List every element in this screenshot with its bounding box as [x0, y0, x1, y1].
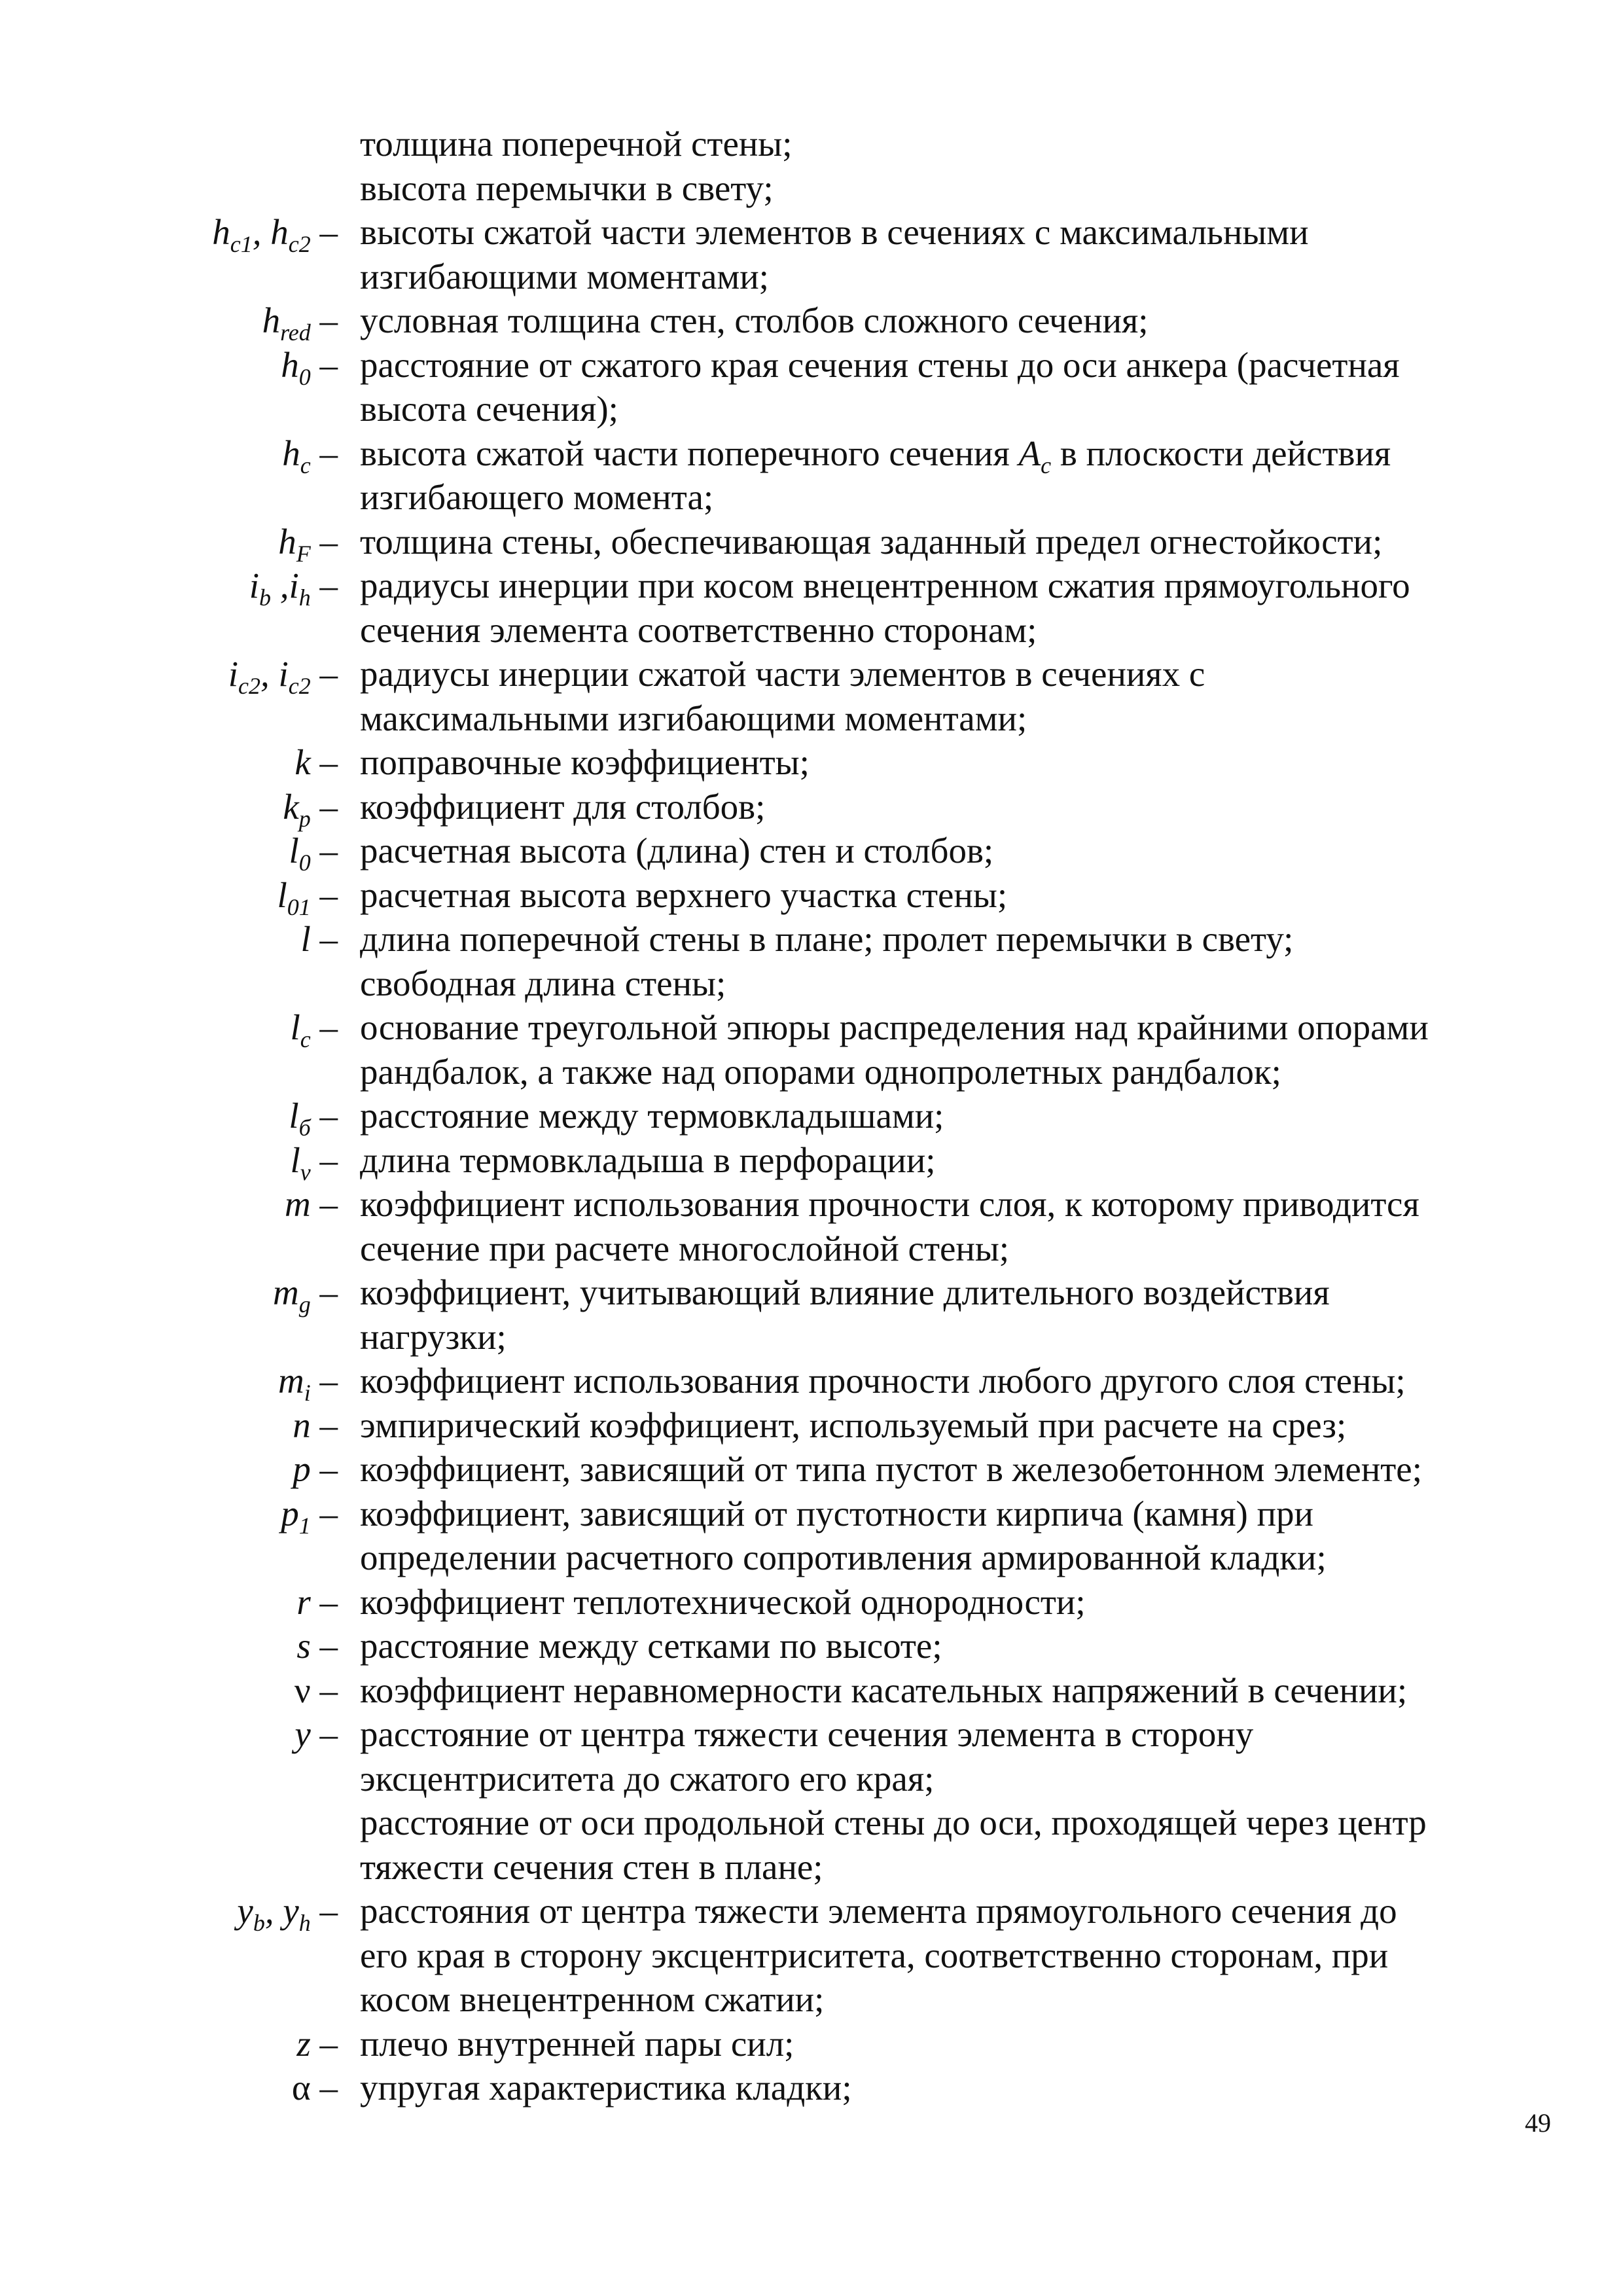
symbol-base: i: [228, 654, 238, 694]
definition-line: эмпирический коэффициент, используемый при расчете на срез;: [360, 1405, 1347, 1445]
notation-definition: [360, 298, 1538, 343]
definition-line: тяжести сечения стен в плане;: [360, 1846, 823, 1887]
symbol-dash: –: [310, 786, 338, 827]
symbol-dash: –: [310, 433, 338, 473]
notation-entry: [0, 166, 1623, 211]
notation-definition: [360, 917, 1538, 1005]
notation-symbol: [0, 1668, 338, 1713]
notation-symbol: [0, 785, 338, 832]
symbol-dash: –: [310, 1184, 338, 1224]
inline-symbol: A: [1018, 433, 1041, 473]
symbol-dash: –: [310, 654, 338, 694]
symbol-dash: –: [310, 831, 338, 870]
symbol-dash: –: [310, 1714, 338, 1754]
symbol-subscript: 0: [298, 850, 311, 876]
symbol-base: h: [282, 433, 300, 473]
definition-line: изгибающего момента;: [360, 477, 714, 517]
notation-definition: [360, 1492, 1538, 1580]
notation-entry: [0, 2066, 1623, 2110]
definition-line: расчетная высота верхнего участка стены;: [360, 874, 1008, 915]
definition-line: нагрузки;: [360, 1316, 507, 1357]
symbol-base: n: [293, 1405, 311, 1445]
definition-line: коэффициент использования прочности любого другого слоя стены;: [360, 1361, 1406, 1401]
notation-definition: [360, 564, 1538, 652]
notation-entry: [0, 1889, 1623, 2022]
definition-line: поправочные коэффициенты;: [360, 742, 810, 782]
definition-line: высоты сжатой части элементов в сечениях с максимальными: [360, 212, 1309, 252]
notation-symbol: [0, 1492, 338, 1539]
notation-symbol: [0, 1005, 338, 1050]
symbol-base: h: [281, 344, 299, 385]
definition-line: изгибающими моментами;: [360, 256, 769, 296]
inline-subscript: c: [1041, 452, 1052, 478]
definition-line: сечение при расчете многослойной стены;: [360, 1228, 1010, 1268]
notation-entry: [0, 652, 1623, 740]
definition-line: коэффициент для столбов;: [360, 786, 766, 827]
notation-definition: [360, 210, 1538, 298]
notation-symbol: [0, 1359, 338, 1406]
symbol-subscript: b: [253, 1910, 265, 1936]
symbol-dash: –: [310, 1096, 338, 1136]
notation-symbol: [0, 1447, 338, 1492]
symbol-base: k: [283, 786, 299, 827]
notation-symbol: [0, 829, 338, 876]
symbol-dash: –: [310, 1405, 338, 1445]
definition-line: высота сечения);: [360, 389, 618, 429]
symbol-dash: –: [310, 1007, 338, 1047]
definition-line: коэффициент использования прочности слоя, к которому приводится: [360, 1184, 1419, 1224]
definition-line: толщина поперечной стены;: [360, 124, 793, 164]
symbol-dash: –: [310, 344, 338, 385]
symbol-dash: –: [310, 1891, 338, 1931]
notation-definition: [360, 1668, 1538, 1713]
notation-definition: [360, 343, 1538, 431]
notation-definition: [360, 1270, 1538, 1359]
notation-definition: [360, 431, 1538, 520]
notation-symbol: [0, 1138, 338, 1183]
symbol-subscript: b: [259, 584, 271, 611]
notation-entry: [0, 2022, 1623, 2066]
definition-line: расстояние от оси продольной стены до оси, проходящей через центр: [360, 1803, 1427, 1842]
notation-entry: [0, 1712, 1623, 1801]
notation-entry: [0, 917, 1623, 1005]
notation-entry: [0, 1492, 1623, 1580]
symbol-base: α: [291, 2068, 311, 2108]
notation-definition: [360, 2022, 1538, 2066]
page-number: 49: [1525, 2108, 1551, 2138]
definition-line: свободная длина стены;: [360, 963, 726, 1003]
notation-definition: [360, 1182, 1538, 1270]
symbol-dash: –: [310, 919, 338, 959]
symbol-base: ,: [264, 1891, 283, 1931]
symbol-subscript: c: [300, 1026, 311, 1052]
definition-line: расстояния от центра тяжести элемента прямоугольного сечения до: [360, 1891, 1397, 1931]
notation-definition: [360, 1712, 1538, 1801]
symbol-dash: –: [310, 1139, 338, 1180]
symbol-dash: –: [310, 300, 338, 340]
definition-line: определении расчетного сопротивления армированной кладки;: [360, 1537, 1327, 1577]
symbol-base: h: [278, 521, 296, 562]
definition-line: условная толщина стен, столбов сложного сечения;: [360, 300, 1149, 340]
symbol-dash: –: [310, 874, 338, 915]
symbol-base: h: [212, 212, 230, 252]
symbol-subscript: c2: [288, 231, 311, 257]
notation-definition: [360, 166, 1538, 211]
notation-definition: [360, 873, 1538, 918]
notation-symbol: [0, 1624, 338, 1668]
definition-line: расстояние от центра тяжести сечения элемента в сторону: [360, 1714, 1254, 1754]
symbol-dash: –: [310, 212, 338, 252]
notation-definition: [360, 1138, 1538, 1183]
notation-definition: [360, 652, 1538, 740]
symbol-subscript: 1: [298, 1512, 311, 1539]
definition-line: коэффициент, учитывающий влияние длительного воздействия: [360, 1272, 1330, 1312]
notation-symbol: [0, 1403, 338, 1448]
notation-entry: [0, 873, 1623, 918]
symbol-base: l: [289, 831, 299, 870]
definition-line: радиусы инерции сжатой части элементов в сечениях с: [360, 654, 1205, 694]
symbol-subscript: F: [296, 540, 311, 567]
symbol-dash: –: [310, 1361, 338, 1401]
notation-symbol: [0, 917, 338, 961]
notation-symbol: [0, 1270, 338, 1318]
notation-entry: [0, 1447, 1623, 1492]
notation-symbol: [0, 740, 338, 785]
notation-entry: [0, 1668, 1623, 1713]
notation-entry: [0, 1138, 1623, 1183]
symbol-subscript: i: [304, 1380, 311, 1406]
definition-line: расстояние между сетками по высоте;: [360, 1626, 942, 1666]
symbol-base: i: [249, 565, 259, 605]
notation-symbol: [0, 2066, 338, 2110]
definition-line: расстояние между термовкладышами;: [360, 1096, 944, 1136]
symbol-base: s: [296, 1626, 311, 1666]
definition-line: его края в сторону эксцентриситета, соответственно сторонам, при: [360, 1935, 1389, 1975]
symbol-subscript: v: [300, 1158, 311, 1185]
symbol-subscript: c1: [230, 231, 253, 257]
symbol-dash: –: [310, 742, 338, 782]
notation-symbol: [0, 431, 338, 476]
definition-line: коэффициент неравномерности касательных напряжений в сечении;: [360, 1670, 1408, 1710]
notation-symbol: [0, 873, 338, 918]
notation-entry: [0, 1580, 1623, 1624]
symbol-base: m: [278, 1361, 304, 1401]
notation-entry: [0, 1624, 1623, 1668]
definition-line: длина термовкладыша в перфорации;: [360, 1139, 936, 1180]
notation-symbol: [0, 564, 338, 611]
notation-symbol: [0, 1889, 338, 1936]
definition-line: эксцентриситета до сжатого его края;: [360, 1758, 935, 1799]
notation-entry: [0, 740, 1623, 785]
notation-definition: [360, 1403, 1538, 1448]
definition-line: коэффициент теплотехнической однородности;: [360, 1581, 1086, 1622]
symbol-subscript: 01: [287, 893, 311, 920]
notation-entry: [0, 520, 1623, 567]
notation-entry: [0, 785, 1623, 832]
notation-symbol: [0, 343, 338, 390]
notation-symbol: [0, 1182, 338, 1227]
definition-line: упругая характеристика кладки;: [360, 2068, 852, 2108]
symbol-subscript: 0: [298, 363, 311, 390]
symbol-base: ν: [294, 1670, 311, 1710]
notation-entry: [0, 431, 1623, 520]
symbol-base: l: [277, 874, 287, 915]
notation-definition: [360, 122, 1538, 166]
symbol-base: k: [294, 742, 311, 782]
notation-definition: [360, 520, 1538, 564]
notation-definition: [360, 740, 1538, 785]
symbol-base: p: [281, 1493, 299, 1534]
symbol-subscript: б: [298, 1115, 311, 1141]
symbol-base: h: [270, 212, 289, 252]
definition-line: высота сжатой части поперечного сечения $A_c$ в плоскости действия: [360, 433, 1391, 478]
symbol-base: i: [278, 654, 289, 694]
notation-entry: [0, 1403, 1623, 1448]
notation-symbol: [0, 298, 338, 346]
definition-line: расчетная высота (длина) стен и столбов;: [360, 831, 994, 870]
symbol-base: h: [262, 300, 281, 340]
notation-entry: [0, 210, 1623, 298]
symbol-base: y: [283, 1891, 299, 1931]
symbol-base: y: [237, 1891, 253, 1931]
symbol-base: y: [294, 1714, 311, 1754]
symbol-dash: –: [310, 1670, 338, 1710]
notation-entry: [0, 343, 1623, 431]
symbol-base: ,: [260, 654, 279, 694]
notation-definition: [360, 1359, 1538, 1403]
notation-list: [0, 122, 1623, 2110]
symbol-subscript: g: [298, 1291, 311, 1318]
notation-definition: [360, 1889, 1538, 2022]
symbol-base: z: [296, 2023, 311, 2064]
notation-definition: [360, 2066, 1538, 2110]
symbol-dash: –: [310, 1626, 338, 1666]
definition-line: толщина стены, обеспечивающая заданный предел огнестойкости;: [360, 521, 1383, 562]
symbol-dash: –: [310, 521, 338, 562]
symbol-dash: –: [310, 2023, 338, 2064]
definition-line: расстояние от сжатого края сечения стены до оси анкера (расчетная: [360, 344, 1400, 385]
symbol-dash: –: [310, 1493, 338, 1534]
definition-line: коэффициент, зависящий от типа пустот в железобетонном элементе;: [360, 1449, 1422, 1489]
symbol-subscript: c2: [238, 673, 260, 699]
definition-line: рандбалок, а также над опорами однопролетных рандбалок;: [360, 1051, 1281, 1092]
symbol-base: l: [290, 1139, 300, 1180]
notation-definition: [360, 829, 1538, 873]
notation-definition: [360, 785, 1538, 829]
symbol-subscript: red: [280, 319, 311, 346]
symbol-base: ,: [252, 212, 271, 252]
definition-line: основание треугольной эпюры распределения над крайними опорами: [360, 1007, 1429, 1047]
symbol-base: l: [289, 1096, 299, 1136]
definition-line: коэффициент, зависящий от пустотности кирпича (камня) при: [360, 1493, 1313, 1534]
symbol-dash: –: [310, 1581, 338, 1622]
definition-line: плечо внутренней пары сил;: [360, 2023, 794, 2064]
symbol-subscript: c2: [288, 673, 311, 699]
notation-symbol: [0, 520, 338, 567]
symbol-base: p: [293, 1449, 311, 1489]
symbol-subscript: h: [298, 1910, 311, 1936]
notation-definition: [360, 1005, 1538, 1094]
notation-entry: [0, 298, 1623, 346]
notation-symbol: [0, 210, 338, 255]
symbol-base: m: [285, 1184, 311, 1224]
symbol-base: i: [289, 565, 299, 605]
symbol-base: l: [300, 919, 311, 959]
symbol-dash: –: [310, 1449, 338, 1489]
notation-entry: [0, 829, 1623, 876]
notation-symbol: [0, 1712, 338, 1757]
definition-line: максимальными изгибающими моментами;: [360, 698, 1027, 738]
definition-line: сечения элемента соответственно сторонам;: [360, 609, 1037, 650]
symbol-subscript: p: [298, 805, 311, 832]
symbol-base: m: [273, 1272, 299, 1312]
notation-entry: [0, 1182, 1623, 1270]
symbol-base: ,: [270, 565, 289, 605]
definition-line: длина поперечной стены в плане; пролет перемычки в свету;: [360, 919, 1294, 959]
notation-entry: [0, 1359, 1623, 1406]
symbol-subscript: c: [300, 452, 311, 478]
notation-definition: [360, 1580, 1538, 1624]
symbol-dash: –: [310, 2068, 338, 2108]
notation-entry: [0, 1801, 1623, 1889]
definition-line: радиусы инерции при косом внецентренном сжатия прямоугольного: [360, 565, 1410, 605]
notation-entry: [0, 564, 1623, 652]
notation-symbol: [0, 2022, 338, 2066]
notation-entry: [0, 1270, 1623, 1359]
notation-entry: [0, 1094, 1623, 1141]
notation-definition: [360, 1447, 1538, 1492]
notation-definition: [360, 1624, 1538, 1668]
notation-definition: [360, 1801, 1538, 1889]
symbol-base: r: [296, 1581, 311, 1622]
notation-entry: [0, 122, 1623, 166]
definition-line: косом внецентренном сжатии;: [360, 1979, 825, 2019]
notation-definition: [360, 1094, 1538, 1138]
notation-symbol: [0, 652, 338, 699]
symbol-dash: –: [310, 565, 338, 605]
notation-symbol: [0, 1094, 338, 1141]
notation-symbol: [0, 1580, 338, 1624]
notation-entry: [0, 1005, 1623, 1094]
definition-line: высота перемычки в свету;: [360, 168, 774, 208]
symbol-dash: –: [310, 1272, 338, 1312]
symbol-base: l: [290, 1007, 300, 1047]
symbol-subscript: h: [298, 584, 311, 611]
